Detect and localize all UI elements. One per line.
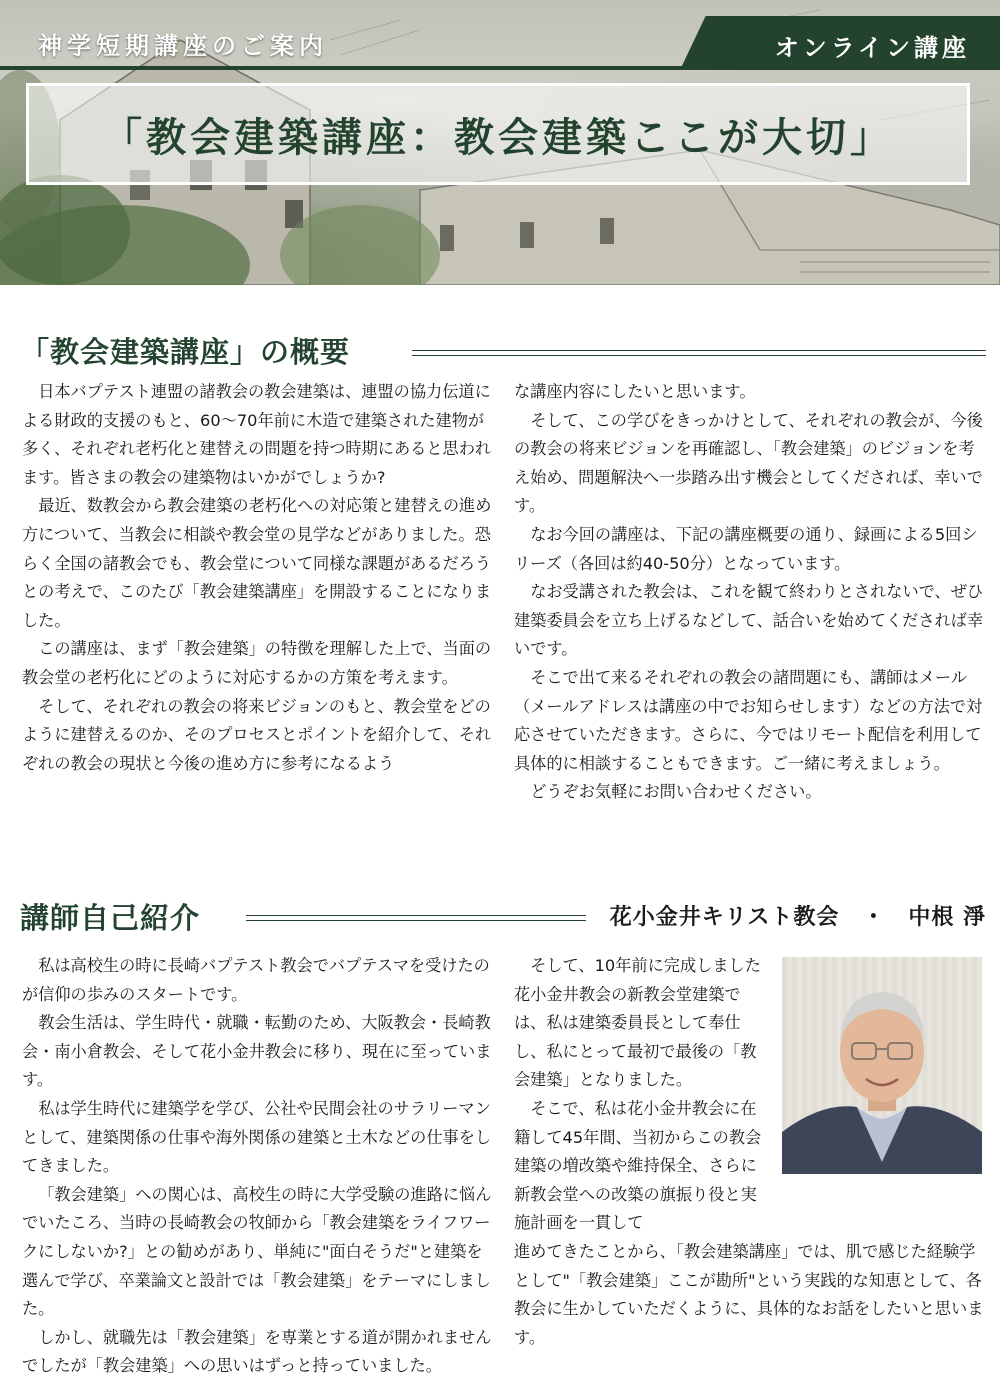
lecturer-heading: 講師自己紹介	[20, 901, 201, 935]
paragraph-continuation: な講座内容にしたいと思います。	[514, 382, 756, 401]
title-box	[26, 83, 970, 185]
lecturer-heading-rule	[246, 915, 586, 921]
lecturer-right-wide-text	[514, 1238, 986, 1352]
paragraph: 私は高校生の時に長崎バプテスト教会でバプテスマを受けたのが信仰の歩みのスタートです。	[22, 956, 490, 1004]
paragraph: この講座は、まず「教会建築」の特徴を理解した上で、当面の教会堂の老朽化にどのように対応するかの方策を考えます。	[22, 639, 492, 687]
overview-heading: 「教会建築講座」の概要	[20, 335, 351, 369]
paragraph: 日本バプテスト連盟の諸教会の教会建築は、連盟の協力伝道による財政的支援のもと、60〜70年前に木造で建築された建物が多く、それぞれ老朽化と建替えの問題を持つ時期にあると思われます。皆さまの教会の建築物はいかがでしょうか?	[22, 382, 492, 487]
paragraph: そして、この学びをきっかけとして、それぞれの教会が、今後の教会の将来ビジョンを再確認し、「教会建築」のビジョンを考え始め、問題解決へ一歩踏み出す機会としてくだされば、幸いです。	[514, 410, 983, 516]
main-title: 「教会建築講座：教会建築ここが大切」	[102, 115, 894, 161]
paragraph: そして、それぞれの教会の将来ビジョンのもと、教会堂をどのように建替えるのか、そのプロセスとポイントを紹介して、それぞれの教会の現状と今後の進め方に参考になるよう	[22, 696, 492, 773]
overview-left-column	[22, 378, 494, 778]
paragraph: どうぞお気軽にお問い合わせください。	[530, 782, 822, 802]
lecturer-portrait-photo	[782, 957, 982, 1174]
lecturer-right-narrow-column	[514, 952, 766, 1238]
header-rule	[0, 66, 1000, 70]
paragraph: しかし、就職先は「教会建築」を専業とする道が開かれませんでしたが「教会建築」への思いはずっと持っていました。	[22, 1327, 492, 1376]
overview-heading-rule	[412, 350, 986, 356]
online-course-label: オンライン講座	[774, 34, 970, 62]
paragraph: そこで、私は花小金井教会に在籍して45年間、当初からこの教会建築の増改築や維持保全、さらに新教会堂への改築の旗振り役と実施計画を一貫して	[514, 1098, 762, 1233]
lecturer-left-column	[22, 952, 494, 1381]
paragraph: 最近、数教会から教会建築の老朽化への対応策と建替えの進め方について、当教会に相談や教会堂の見学などがありました。恐らく全国の諸教会でも、教会堂について同様な課題があるだろうとの考えで、このたび「教会建築講座」を開設することになりました。	[22, 496, 492, 630]
paragraph: 私は学生時代に建築学を学び、公社や民間会社のサラリーマンとして、建築関係の仕事や海外関係の建築と土木などの仕事をしてきました。	[22, 1098, 492, 1176]
paragraph: そこで出て来るそれぞれの教会の諸問題にも、講師はメール（メールアドレスは講座の中でお知らせします）などの方法で対応させていただきます。さらに、今ではリモート配信を利用して具体的に相談することもできます。ご一緒に考えましょう。	[514, 667, 983, 773]
overview-right-column	[514, 378, 986, 807]
paragraph: そして、10年前に完成しました花小金井教会の新教会堂建築では、私は建築委員長として奉仕し、私にとって最初で最後の「教会建築」となりました。	[514, 956, 761, 1090]
paragraph: なお受講された教会は、これを観て終わりとされないで、ぜひ建築委員会を立ち上げるなどして、話合いを始めてくだされば幸いです。	[514, 582, 984, 659]
paragraph: なお今回の講座は、下記の講座概要の通り、録画による5回シリーズ（各回は約40-50分）となっています。	[514, 524, 978, 573]
paragraph: 教会生活は、学生時代・就職・転勤のため、大阪教会・長崎教会・南小倉教会、そして花小金井教会に移り、現在に至っています。	[22, 1013, 492, 1090]
header-banner	[0, 0, 1000, 285]
series-title: 神学短期講座のご案内	[38, 32, 328, 60]
paragraph-continuation: 進めてきたことから、「教会建築講座」では、肌で感じた経験学として"「教会建築」ここが勘所"という実践的な知恵として、各教会に生かしていただくように、具体的なお話をしたいと思います。	[514, 1242, 984, 1347]
speaker-name: 花小金井キリスト教会 ・ 中根 淨	[609, 905, 986, 930]
paragraph: 「教会建築」への関心は、高校生の時に大学受験の進路に悩んでいたころ、当時の長崎教会の牧師から「教会建築をライフワークにしないか?」との勧めがあり、単純に"面白そうだ"と建築を選んで学び、卒業論文と設計では「教会建築」をテーマにしました。	[22, 1184, 492, 1319]
